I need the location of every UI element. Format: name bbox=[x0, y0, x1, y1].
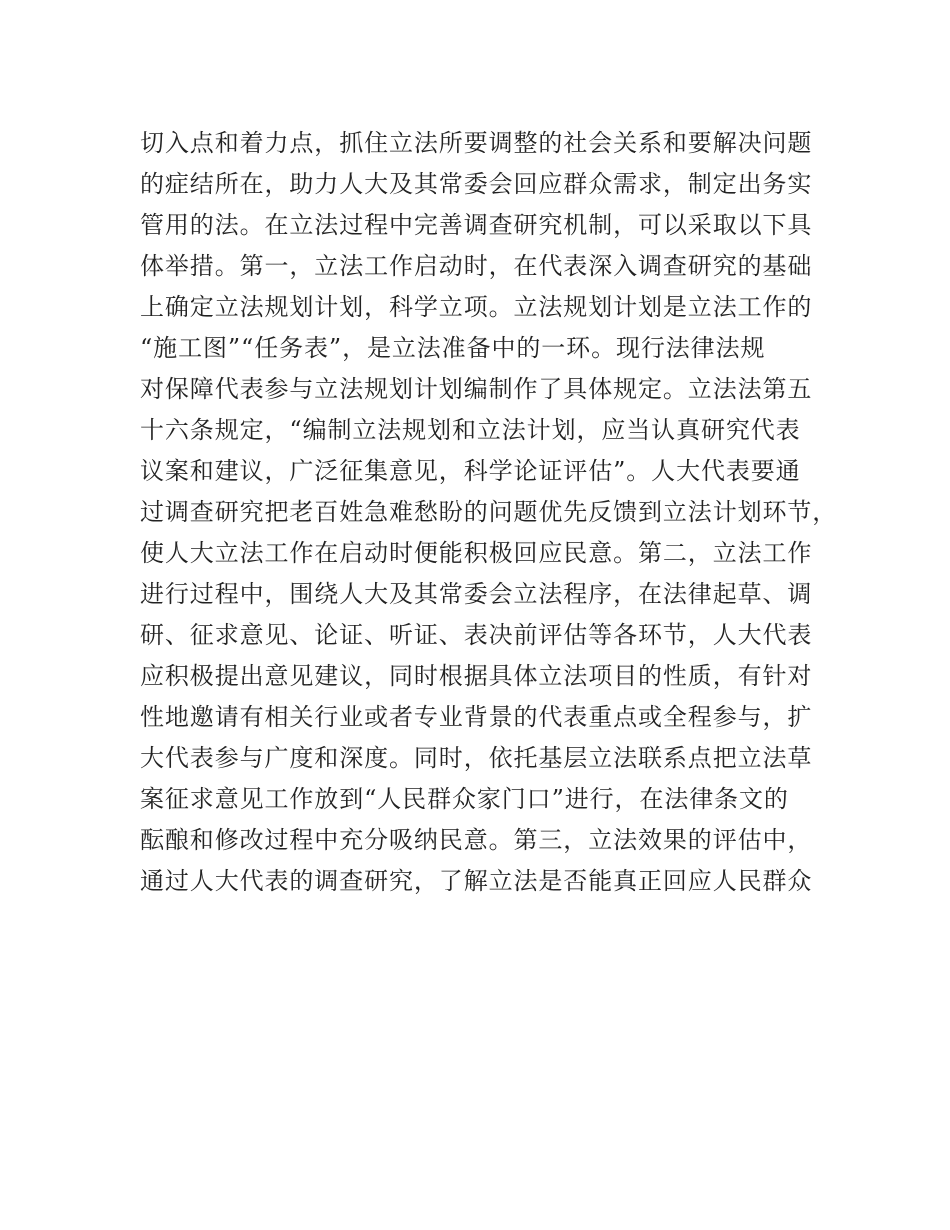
text-line-1: 切入点和着力点，抓住立法所要调整的社会关系和要解决问题 bbox=[140, 129, 813, 157]
text-line-18: 酝酿和修改过程中充分吸纳民意。第三，立法效果的评估中， bbox=[140, 826, 813, 854]
text-line-5: 上确定立法规划计划，科学立项。立法规划计划是立法工作的 bbox=[140, 293, 813, 321]
text-line-19: 通过人大代表的调查研究，了解立法是否能真正回应人民群众 bbox=[140, 867, 813, 895]
text-line-17: 案征求意见工作放到“人民群众家门口”进行，在法律条文的 bbox=[140, 785, 789, 813]
text-line-15: 性地邀请有相关行业或者专业背景的代表重点或全程参与，扩 bbox=[140, 703, 813, 731]
text-line-13: 研、征求意见、论证、听证、表决前评估等各环节，人大代表 bbox=[140, 621, 813, 649]
text-line-3: 管用的法。在立法过程中完善调查研究机制，可以采取以下具 bbox=[140, 211, 813, 239]
text-line-8: 十六条规定，“编制立法规划和立法计划，应当认真研究代表 bbox=[140, 416, 801, 444]
text-line-9: 议案和建议，广泛征集意见，科学论证评估”。人大代表要通 bbox=[140, 457, 801, 485]
body-paragraph bbox=[140, 123, 838, 902]
text-line-10: 过调查研究把老百姓急难愁盼的问题优先反馈到立法计划环节， bbox=[140, 498, 838, 526]
text-line-16: 大代表参与广度和深度。同时，依托基层立法联系点把立法草 bbox=[140, 744, 813, 772]
text-line-6: “施工图”“任务表”，是立法准备中的一环。现行法律法规 bbox=[140, 334, 766, 362]
text-line-11: 使人大立法工作在启动时便能积极回应民意。第二，立法工作 bbox=[140, 539, 813, 567]
text-line-7: 对保障代表参与立法规划计划编制作了具体规定。立法法第五 bbox=[140, 375, 813, 403]
text-line-2: 的症结所在，助力人大及其常委会回应群众需求，制定出务实 bbox=[140, 170, 813, 198]
text-line-12: 进行过程中，围绕人大及其常委会立法程序，在法律起草、调 bbox=[140, 580, 813, 608]
text-line-4: 体举措。第一，立法工作启动时，在代表深入调查研究的基础 bbox=[140, 252, 813, 280]
text-line-14: 应积极提出意见建议，同时根据具体立法项目的性质，有针对 bbox=[140, 662, 813, 690]
